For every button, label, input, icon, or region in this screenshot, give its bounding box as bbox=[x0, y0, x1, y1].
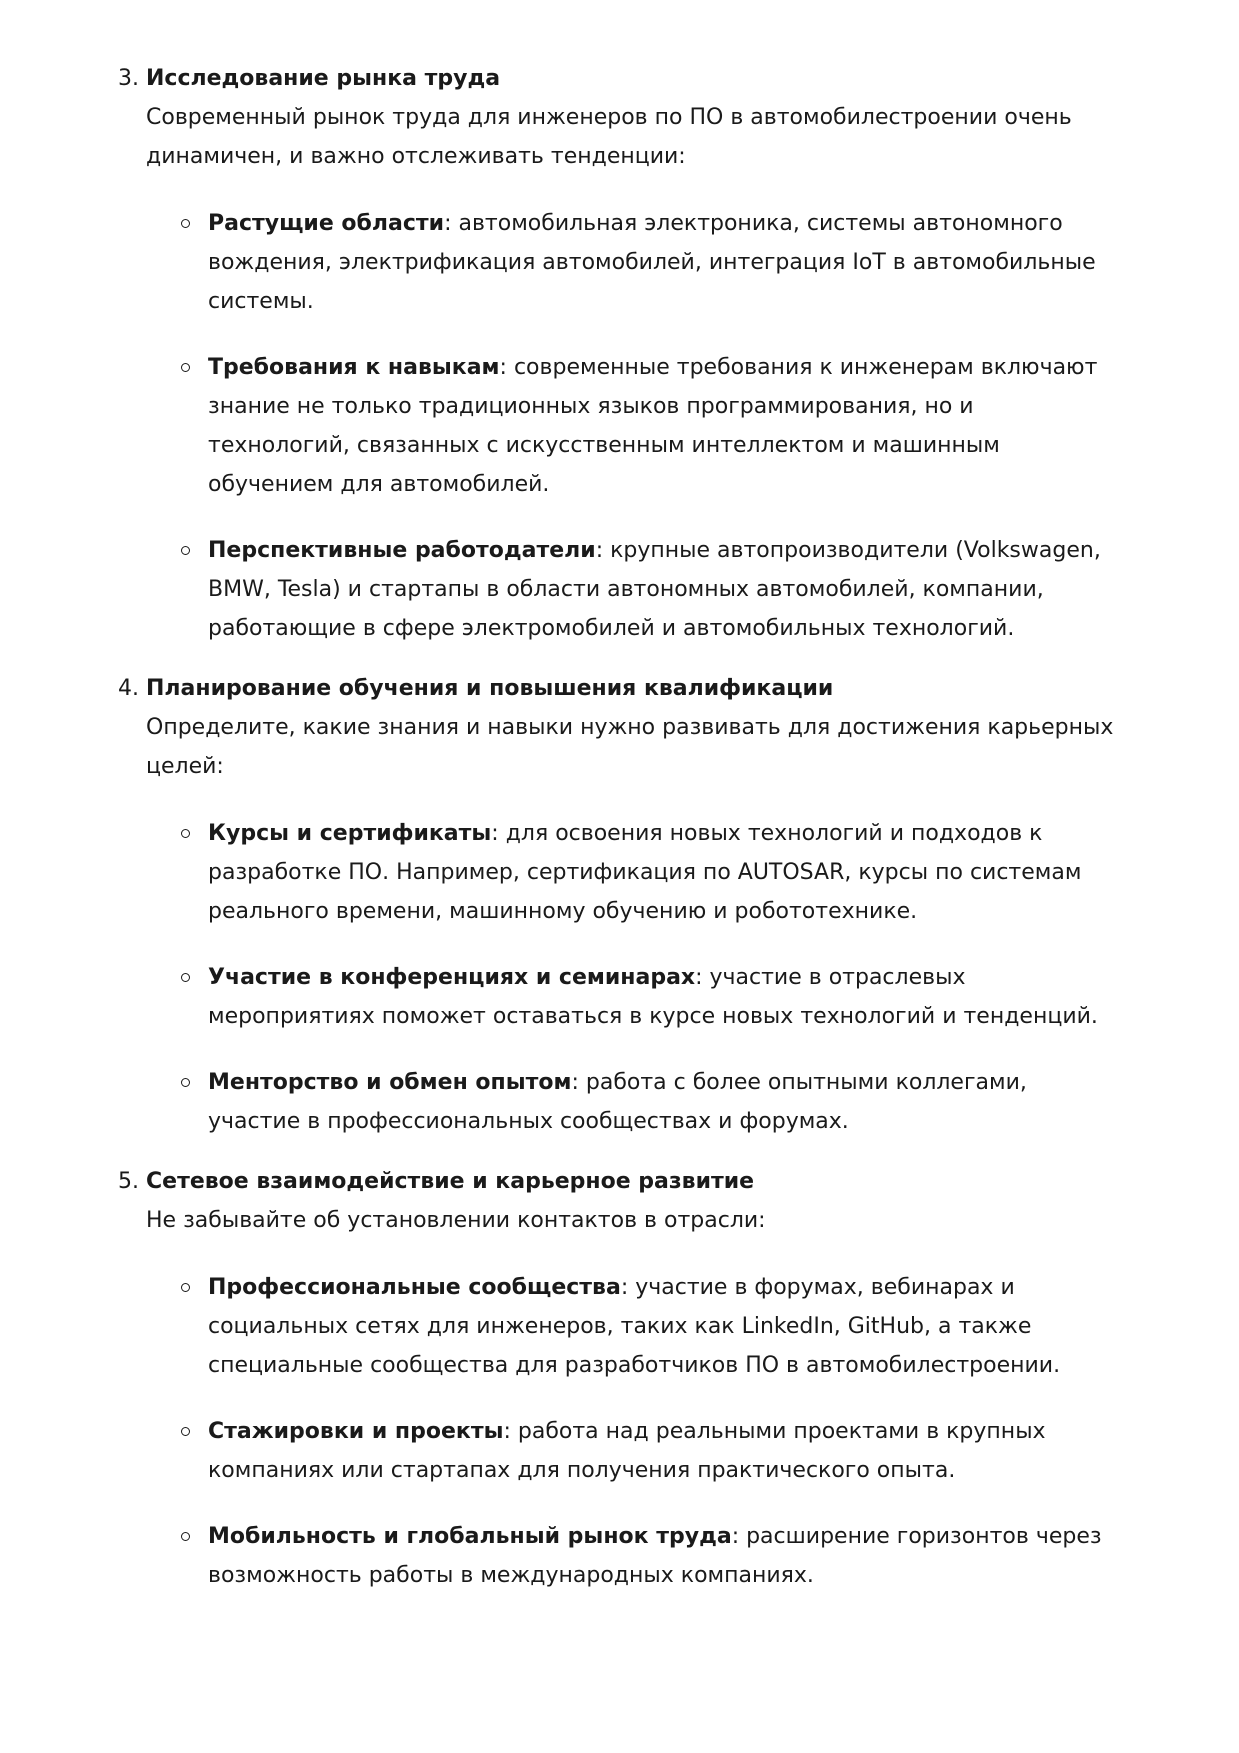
list-item bbox=[181, 814, 1119, 931]
section-heading bbox=[118, 1163, 1119, 1201]
item-term: Растущие области bbox=[208, 211, 445, 236]
list-item bbox=[181, 958, 1119, 1036]
section-heading bbox=[118, 60, 1119, 98]
circle-bullet-icon bbox=[181, 829, 190, 838]
item-term: Требования к навыкам bbox=[208, 355, 500, 380]
item-text: : для освоения новых технологий и подходов к разработке ПО. Например, сертификация по AUTOSAR, курсы по системам реального времени, машинному обучению и робототехнике. bbox=[208, 821, 1082, 924]
item-text: : крупные автопроизводители (Volkswagen, BMW, Tesla) и стартапы в области автономных автомобилей, компании, работающие в сфере электромобилей и автомобильных технологий. bbox=[208, 538, 1101, 641]
item-term: Курсы и сертификаты bbox=[208, 821, 492, 846]
item-term: Стажировки и проекты bbox=[208, 1419, 504, 1444]
circle-bullet-icon bbox=[181, 973, 190, 982]
section-title: Сетевое взаимодействие и карьерное развитие bbox=[146, 1169, 755, 1194]
list-item bbox=[181, 1517, 1119, 1595]
circle-bullet-icon bbox=[181, 1283, 190, 1292]
circle-bullet-icon bbox=[181, 1427, 190, 1436]
section-intro: Не забывайте об установлении контактов в отрасли: bbox=[146, 1208, 766, 1233]
section-networking bbox=[118, 1163, 1119, 1595]
bullet-list bbox=[118, 1268, 1119, 1595]
section-title: Исследование рынка труда bbox=[146, 66, 501, 91]
item-term: Перспективные работодатели bbox=[208, 538, 596, 563]
item-term: Мобильность и глобальный рынок труда bbox=[208, 1524, 732, 1549]
circle-bullet-icon bbox=[181, 546, 190, 555]
item-term: Профессиональные сообщества bbox=[208, 1275, 621, 1300]
item-text: : современные требования к инженерам включают знание не только традиционных языков программирования, но и технологий, связанных с искусственным интеллектом и машинным обучением для автомобилей. bbox=[208, 355, 1098, 497]
section-heading bbox=[118, 670, 1119, 708]
list-item bbox=[181, 531, 1119, 648]
list-item bbox=[181, 1412, 1119, 1490]
item-text: : работа с более опытными коллегами, участие в профессиональных сообществах и форумах. bbox=[208, 1070, 1027, 1134]
bullet-list bbox=[118, 814, 1119, 1141]
circle-bullet-icon bbox=[181, 363, 190, 372]
section-title: Планирование обучения и повышения квалификации bbox=[146, 676, 834, 701]
circle-bullet-icon bbox=[181, 219, 190, 228]
section-intro: Современный рынок труда для инженеров по ПО в автомобилестроении очень динамичен, и важно отслеживать тенденции: bbox=[146, 105, 1072, 169]
section-intro: Определите, какие знания и навыки нужно развивать для достижения карьерных целей: bbox=[146, 715, 1114, 779]
list-item bbox=[181, 1063, 1119, 1141]
section-labor-market bbox=[118, 60, 1119, 648]
section-number: 4. bbox=[118, 676, 139, 701]
item-term: Участие в конференциях и семинарах bbox=[208, 965, 696, 990]
circle-bullet-icon bbox=[181, 1532, 190, 1541]
list-item bbox=[181, 348, 1119, 504]
section-number: 3. bbox=[118, 66, 139, 91]
item-term: Менторство и обмен опытом bbox=[208, 1070, 572, 1095]
item-text: : работа над реальными проектами в крупных компаниях или стартапах для получения практического опыта. bbox=[208, 1419, 1046, 1483]
item-text: : расширение горизонтов через возможность работы в международных компаниях. bbox=[208, 1524, 1102, 1588]
circle-bullet-icon bbox=[181, 1078, 190, 1087]
item-text: : автомобильная электроника, системы автономного вождения, электрификация автомобилей, интеграция IoT в автомобильные системы. bbox=[208, 211, 1096, 314]
item-text: : участие в форумах, вебинарах и социальных сетях для инженеров, таких как LinkedIn, GitHub, а также специальные сообщества для разработчиков ПО в автомобилестроении. bbox=[208, 1275, 1061, 1378]
section-training-planning bbox=[118, 670, 1119, 1141]
item-text: : участие в отраслевых мероприятиях поможет оставаться в курсе новых технологий и тенденций. bbox=[208, 965, 1098, 1029]
bullet-list bbox=[118, 204, 1119, 648]
list-item bbox=[181, 204, 1119, 321]
section-number: 5. bbox=[118, 1169, 139, 1194]
list-item bbox=[181, 1268, 1119, 1385]
